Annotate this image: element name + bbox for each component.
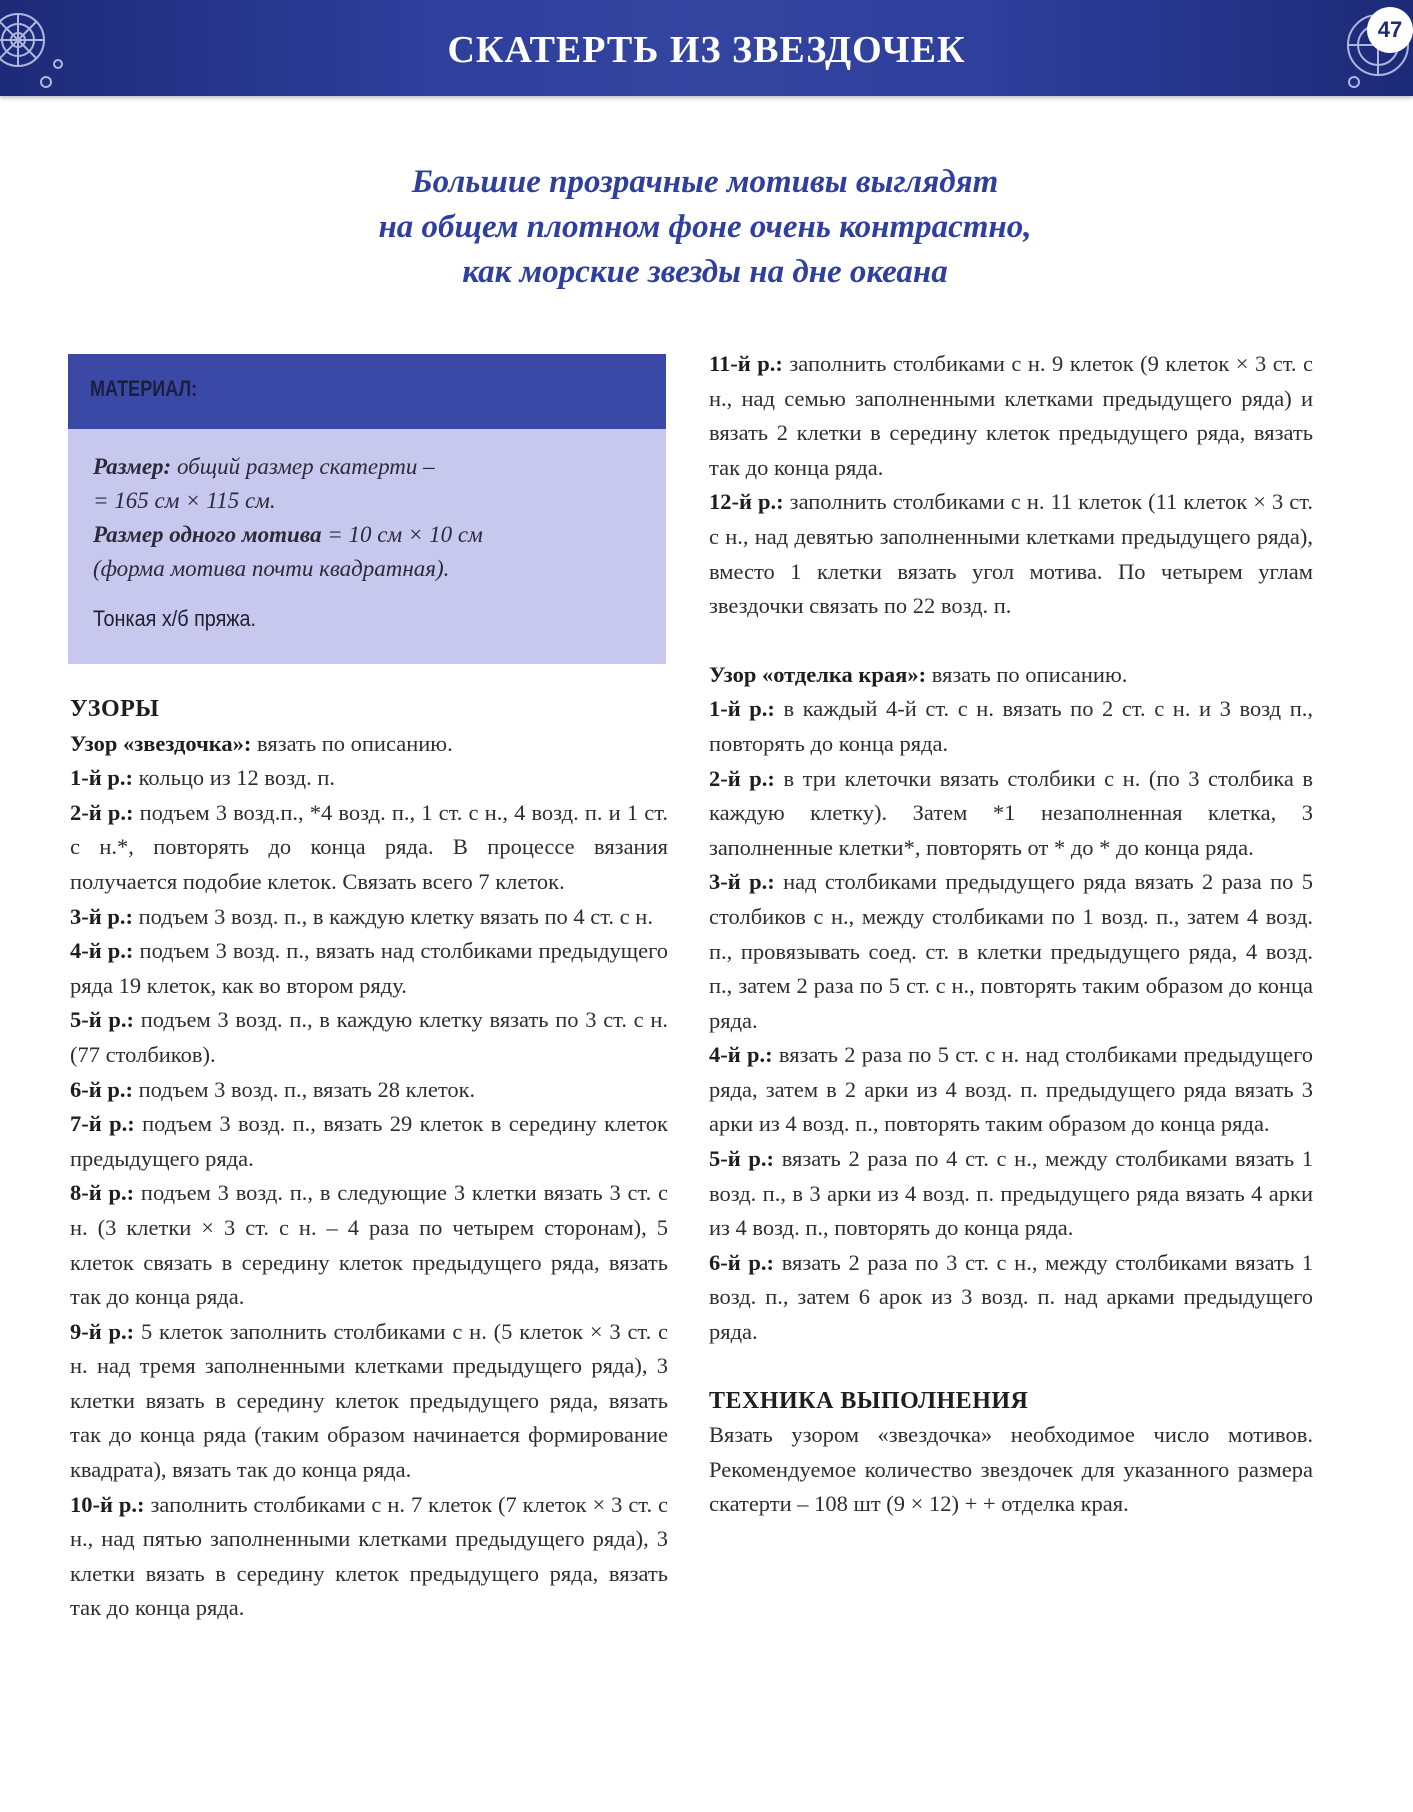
right-column [709, 347, 1313, 1522]
row-item [70, 1488, 668, 1626]
edge-pattern-title: Узор «отделка края»: [709, 661, 927, 687]
row-text: вязать 2 раза по 4 ст. с н., между столбиками вязать 1 возд. п., в 3 арки из 4 возд. п. предыдущего ряда вязать 4 арки из 4 возд. п., повторять до конца ряда. [709, 1146, 1314, 1241]
row-label: 6-й р.: [70, 1076, 133, 1102]
row-item [70, 761, 668, 796]
row-item [70, 1176, 668, 1314]
row-item [70, 796, 668, 900]
row-label: 5-й р.: [70, 1007, 135, 1033]
star-pattern-intro-text: вязать по описанию. [251, 730, 453, 756]
row-label: 1-й р.: [70, 765, 133, 791]
row-label: 11-й р.: [709, 351, 783, 376]
lead-line: Большие прозрачные мотивы выглядят [411, 164, 999, 200]
row-text: 5 клеток заполнить столбиками с н. (5 клеток × 3 ст. с н. над тремя заполненными клетками предыдущего ряда), 3 клетки вязать в середину клеток предыдущего ряда, вязать так до конца ряда (таким образом начинается формирование квадрата), вязать так до конца ряда. [70, 1318, 668, 1483]
material-box [68, 354, 666, 664]
row-label: 3-й р.: [709, 869, 775, 895]
row-text: подъем 3 возд. п., в следующие 3 клетки вязать 3 ст. с н. (3 клетки × 3 ст. с н. – 4 раза по четырем сторонам), 5 клеток связать в середину клеток предыдущего ряда, вязать так до конца ряда. [70, 1180, 669, 1310]
row-item [70, 1003, 668, 1072]
row-label: 6-й р.: [709, 1249, 775, 1275]
row-text: подъем 3 возд. п., вязать над столбиками предыдущего ряда 19 клеток, как во втором ряду. [70, 938, 668, 998]
row-item [709, 865, 1313, 1038]
row-item [70, 900, 668, 935]
row-text: вязать 2 раза по 3 ст. с н., между столбиками вязать 1 возд. п., затем 6 арок из 3 возд. п. над арками предыдущего ряда. [709, 1249, 1314, 1345]
row-label: 2-й р.: [70, 799, 134, 825]
size-text: общий размер скатерти – [171, 454, 435, 479]
material-header [68, 354, 666, 429]
technique-heading: ТЕХНИКА ВЫПОЛНЕНИЯ [709, 1387, 1029, 1414]
row-item [70, 1315, 668, 1488]
row-label: 10-й р.: [70, 1491, 145, 1517]
row-item [70, 934, 668, 1003]
left-column [70, 692, 668, 1626]
lead-line: как морские звезды на дне океана [462, 254, 948, 290]
star-pattern-title: Узор «звездочка»: [70, 730, 252, 756]
row-label: 4-й р.: [70, 938, 134, 964]
technique-text: Вязать узором «звездочка» необходимое число мотивов. Рекомендуемое количество звездочек для указанного размера скатерти – 108 шт (9 × 12) + + отделка края. [709, 1422, 1313, 1517]
motif-note: (форма мотива почти квадратная). [93, 556, 450, 581]
material-body [93, 450, 653, 586]
page-number: 47 [1367, 7, 1413, 53]
material-title: МАТЕРИАЛ: [90, 376, 198, 401]
motif-label: Размер одного мотива [93, 522, 322, 547]
size-value: = 165 см × 115 см. [93, 488, 276, 513]
size-label: Размер: [93, 454, 172, 479]
row-text: подъем 3 возд. п., вязать 29 клеток в середину клеток предыдущего ряда. [70, 1111, 668, 1171]
row-item [709, 1142, 1313, 1246]
row-text: подъем 3 возд.п., *4 возд. п., 1 ст. с н., 4 возд. п. и 1 ст. с н.*, повторять до конца ряда. В процессе вязания получается подобие клеток. Связать всего 7 клеток. [70, 799, 668, 894]
row-text: заполнить столбиками с н. 11 клеток (11 клеток × 3 ст. с н., над девятью заполненными клетками предыдущего ряда), вместо 1 клетки вязать угол мотива. По четырем углам звездочки связать по 22 возд. п. [709, 489, 1314, 619]
row-item [709, 1246, 1313, 1350]
row-label: 9-й р.: [70, 1318, 135, 1344]
row-label: 4-й р.: [709, 1042, 773, 1068]
motif-value: = 10 см × 10 см [321, 522, 483, 547]
lead-line: на общем плотном фоне очень контрастно, [378, 209, 1032, 245]
row-item [709, 692, 1313, 761]
edge-pattern-intro-text: вязать по описанию. [926, 661, 1128, 687]
row-label: 1-й р.: [709, 696, 775, 722]
row-text: вязать 2 раза по 5 ст. с н. над столбиками предыдущего ряда, затем в 2 арки из 4 возд. п. предыдущего ряда вязать 3 арки из 4 возд. п., повторять таким образом до конца ряда. [709, 1042, 1314, 1137]
row-item [709, 762, 1313, 866]
row-text: в каждый 4-й ст. с н. вязать по 2 ст. с н. и 3 возд п., повторять до конца ряда. [709, 696, 1313, 756]
row-label: 3-й р.: [70, 903, 133, 929]
row-label: 2-й р.: [709, 765, 775, 791]
row-text: заполнить столбиками с н. 7 клеток (7 клеток × 3 ст. с н., над пятью заполненными клетками предыдущего ряда), 3 клетки вязать в середину клеток предыдущего ряда, вязать так до конца ряда. [70, 1491, 669, 1621]
row-label: 12-й р.: [709, 489, 784, 515]
row-label: 8-й р.: [70, 1180, 135, 1206]
row-item [709, 1038, 1313, 1142]
row-text: подъем 3 возд. п., в каждую клетку вязать по 4 ст. с н. [132, 903, 653, 929]
row-text: подъем 3 возд. п., в каждую клетку вязать по 3 ст. с н. (77 столбиков). [70, 1007, 668, 1067]
row-label: 7-й р.: [70, 1111, 135, 1137]
yarn-text: Тонкая х/б пряжа. [93, 606, 257, 631]
row-text: в три клеточки вязать столбики с н. (по 3 столбика в каждую клетку). Затем *1 незаполненная клетка, 3 заполненные клетки*, повторять от * до * до конца ряда. [709, 765, 1314, 860]
edge-pattern-intro [709, 658, 1313, 693]
row-label: 5-й р.: [709, 1146, 775, 1172]
row-item [70, 1107, 668, 1176]
page-title: СКАТЕРТЬ ИЗ ЗВЕЗДОЧЕК [447, 29, 966, 71]
star-pattern-intro [70, 727, 668, 762]
patterns-heading: УЗОРЫ [70, 696, 160, 722]
header-banner [0, 0, 1413, 96]
row-item [709, 347, 1313, 485]
lead-text [200, 160, 1210, 295]
row-item [709, 485, 1313, 623]
row-item [70, 1073, 668, 1108]
row-text: заполнить столбиками с н. 9 клеток (9 клеток × 3 ст. с н., над семью заполненными клетками предыдущего ряда) и вязать 2 клетки в середину клеток предыдущего ряда, вязать так до конца ряда. [709, 351, 1313, 480]
row-text: кольцо из 12 возд. п. [132, 765, 335, 791]
row-text: подъем 3 возд. п., вязать 28 клеток. [132, 1076, 476, 1102]
row-text: над столбиками предыдущего ряда вязать 2 раза по 5 столбиков с н., между столбиками по 1 возд. п., затем 4 возд. п., провязывать соед. ст. в клетки предыдущего ряда, 4 возд. п., затем 2 раза по 5 ст. с н., повторять таким образом до конца ряда. [709, 869, 1314, 1033]
